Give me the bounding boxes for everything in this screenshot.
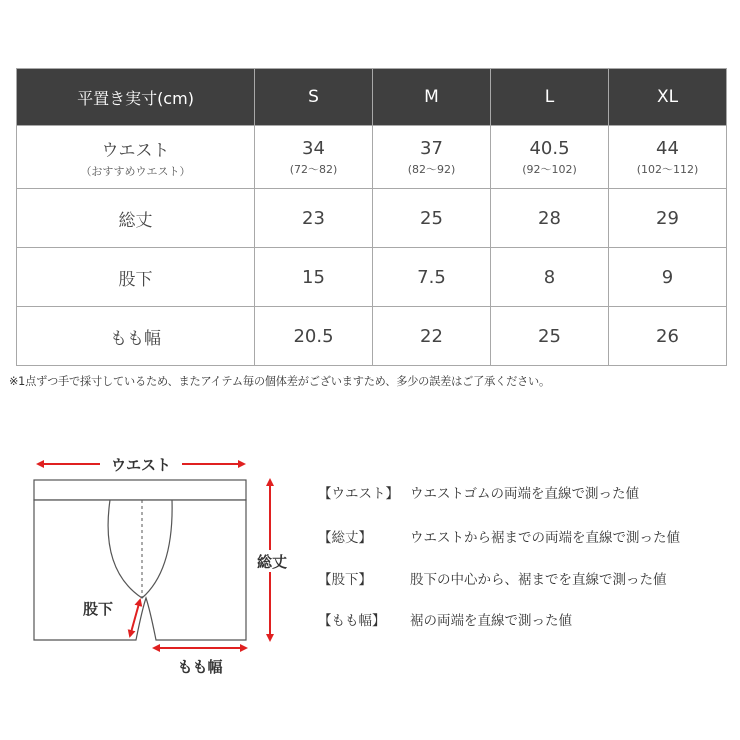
cell-thigh-xl: 26 <box>609 307 727 366</box>
legend-item-thigh <box>318 609 738 631</box>
cell-waist-s <box>255 126 373 189</box>
cell-waist-xl-value: 44 <box>656 137 679 159</box>
body-outline <box>34 500 246 640</box>
legend-desc-inseam: 股下の中心から、裾までを直線で測った値 <box>410 572 667 588</box>
table-row-thigh <box>17 307 727 366</box>
legend-item-waist <box>318 482 738 504</box>
table-row-inseam <box>17 248 727 307</box>
row-label-length: 総丈 <box>17 189 255 248</box>
measurement-note: ※1点ずつ手で採寸しているため、またアイテム毎の個体差がございますため、多少の誤差はご了承ください。 <box>9 375 551 388</box>
garment-diagram <box>24 450 304 680</box>
cell-length-s: 23 <box>255 189 373 248</box>
legend-item-length <box>318 526 738 548</box>
row-sublabel-waist: （おすすめウエスト） <box>80 164 191 178</box>
table-corner-label: 平置き実寸(cm) <box>17 69 255 126</box>
legend-desc-length: ウエストから裾までの両端を直線で測った値 <box>410 530 680 546</box>
waistband-outline <box>34 480 246 500</box>
table-header-row <box>17 69 727 126</box>
legend-key-length: 【総丈】 <box>318 530 372 546</box>
waist-label: ウエスト <box>110 456 172 474</box>
size-header-m: M <box>373 69 491 126</box>
cell-length-xl: 29 <box>609 189 727 248</box>
legend-desc-waist: ウエストゴムの両端を直線で測った値 <box>410 486 639 502</box>
cell-waist-s-range: (72～82) <box>289 162 338 176</box>
thigh-label: もも幅 <box>177 658 223 676</box>
row-label-waist <box>17 126 255 189</box>
cell-waist-m <box>373 126 491 189</box>
cell-inseam-m: 7.5 <box>373 248 491 307</box>
cell-thigh-l: 25 <box>491 307 609 366</box>
table-row-waist <box>17 126 727 189</box>
size-header-l: L <box>491 69 609 126</box>
size-header-xl: XL <box>609 69 727 126</box>
cell-inseam-l: 8 <box>491 248 609 307</box>
cell-waist-xl-range: (102～112) <box>636 162 699 176</box>
cell-waist-l-value: 40.5 <box>529 137 570 159</box>
legend-key-thigh: 【もも幅】 <box>318 613 386 629</box>
cell-length-l: 28 <box>491 189 609 248</box>
cell-waist-s-value: 34 <box>302 137 325 159</box>
cell-waist-m-range: (82～92) <box>407 162 456 176</box>
row-label-inseam: 股下 <box>17 248 255 307</box>
cell-thigh-s: 20.5 <box>255 307 373 366</box>
legend-desc-thigh: 裾の両端を直線で測った値 <box>410 613 572 629</box>
cell-length-m: 25 <box>373 189 491 248</box>
cell-inseam-xl: 9 <box>609 248 727 307</box>
length-label: 総丈 <box>256 553 288 571</box>
table-row-length <box>17 189 727 248</box>
inseam-label: 股下 <box>82 600 114 618</box>
legend-key-waist: 【ウエスト】 <box>318 486 399 502</box>
legend-key-inseam: 【股下】 <box>318 572 372 588</box>
row-label-waist-text: ウエスト <box>101 140 170 161</box>
cell-waist-m-value: 37 <box>420 137 443 159</box>
cell-waist-l <box>491 126 609 189</box>
cell-waist-xl <box>609 126 727 189</box>
cell-inseam-s: 15 <box>255 248 373 307</box>
cell-waist-l-range: (92～102) <box>522 162 577 176</box>
size-header-s: S <box>255 69 373 126</box>
row-label-thigh: もも幅 <box>17 307 255 366</box>
cell-thigh-m: 22 <box>373 307 491 366</box>
legend-item-inseam <box>318 568 738 590</box>
size-table <box>16 68 727 366</box>
